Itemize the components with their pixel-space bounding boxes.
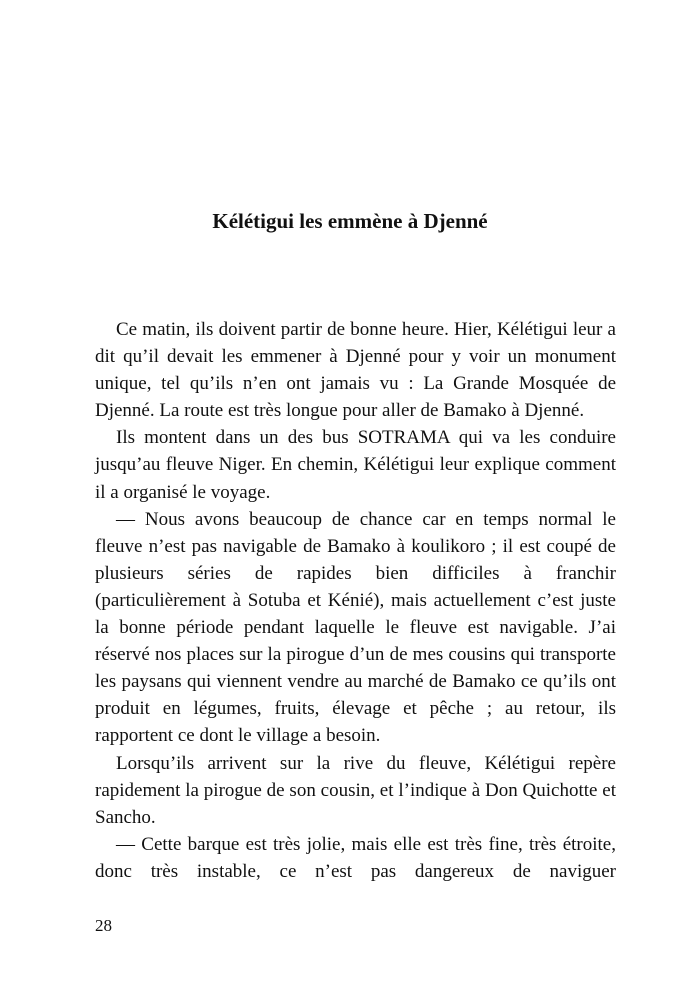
chapter-title: Kélétigui les emmène à Djenné bbox=[212, 209, 488, 233]
page-number: 28 bbox=[95, 916, 112, 935]
paragraph-2: Ils montent dans un des bus SOTRAMA qui va les conduire jusqu’au fleuve Niger. En chemin, Kélétigui leur explique comment il a organisé le voyage. bbox=[95, 427, 616, 503]
paragraph-1: Ce matin, ils doivent partir de bonne heure. Hier, Kélétigui leur a dit qu’il devait les emmener à Djenné pour y voir un monument unique, tel qu’ils n’en ont jamais vu : La Grande Mosquée de Djenné. La route est très longue pour aller de Bamako à Djenné. bbox=[95, 319, 616, 422]
paragraph-5: — Cette barque est très jolie, mais elle est très fine, très étroite, donc très instable, ce n’est pas dangereux de naviguer bbox=[95, 833, 616, 882]
body-text bbox=[95, 316, 616, 885]
paragraph-4: Lorsqu’ils arrivent sur la rive du fleuve, Kélétigui repère rapidement la pirogue de son cousin, et l’indique à Don Quichotte et Sancho. bbox=[95, 752, 616, 828]
paragraph-3: — Nous avons beaucoup de chance car en temps normal le fleuve n’est pas navigable de Bamako à koulikoro ; il est coupé de plusieurs séries de rapides bien difficiles à franchir (particulièrement à Sotuba et Kénié), mais actuellement c’est juste la bonne période pendant laquelle le fleuve est navigable. J’ai réservé nos places sur la pirogue d’un de mes cousins qui transporte les paysans qui viennent vendre au marché de Bamako ce qu’ils ont produit en légumes, fruits, élevage et pêche ; au retour, ils rapportent ce dont le village a besoin. bbox=[95, 508, 616, 747]
